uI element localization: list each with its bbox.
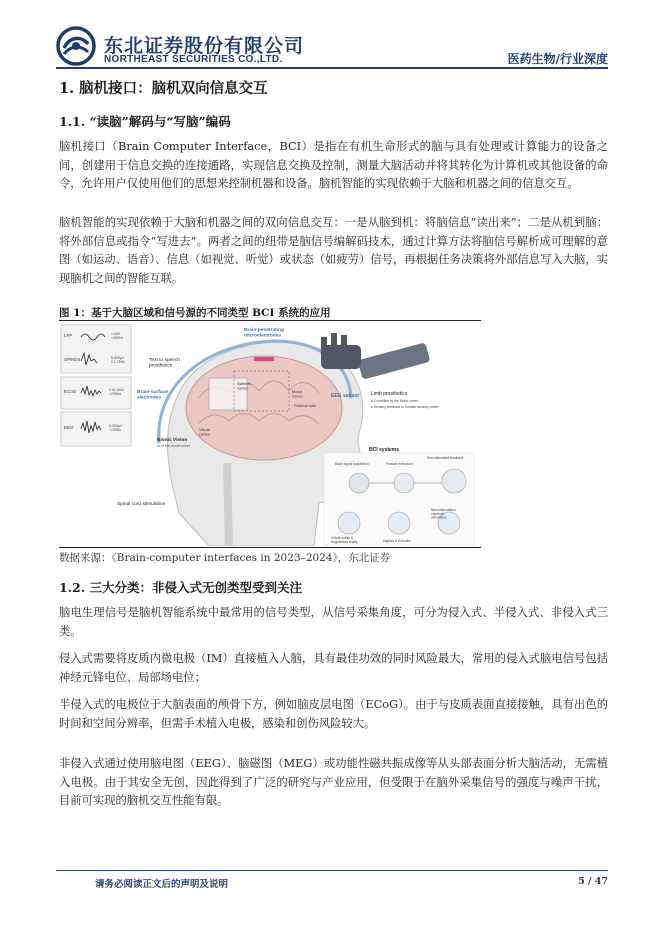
figure-bottom-rule bbox=[59, 547, 481, 548]
label-limb: Limb prosthetics bbox=[371, 391, 408, 397]
label-lfp: LFP bbox=[64, 333, 73, 338]
label-non-stim: Non-stimulated feedback bbox=[427, 456, 464, 460]
figure-source: 数据来源：《Brain-computer interfaces in 2023–2024》，东北证券 bbox=[59, 552, 391, 564]
microelectrode-array bbox=[254, 357, 274, 361]
label-haptic: Haptics & Robotics bbox=[383, 539, 411, 543]
label-limb-1: ● Controlled by the Motor cortex bbox=[371, 399, 419, 403]
label-spinal: Spinal cord stimulation bbox=[117, 502, 166, 507]
label-spikes-spec: 5-500μV 0.1-7kHz bbox=[111, 356, 126, 365]
paragraph: 侵入式需要将皮质内微电极（IM）直接植入人脑，具有最佳功效的同时风险最大，常用的侵入式脑电信号包括神经元锋电位、局部场电位； bbox=[59, 652, 608, 684]
label-neuro-stim: Neurostimulation electrode stimulation bbox=[431, 508, 456, 520]
label-ecog-spec: 0.01-5mV <200Hz bbox=[109, 388, 125, 397]
label-bionic-vision: Bionic Vision bbox=[157, 438, 188, 443]
label-limb-2: ● Sensory feedback to Somato sensory cortex bbox=[371, 405, 439, 409]
bci-applications-figure bbox=[59, 323, 481, 546]
subsection-heading-1-2: 1.2. 三大分类：非侵入式无创类型受到关注 bbox=[59, 580, 302, 595]
document-category: 医药生物/行业深度 bbox=[507, 52, 608, 66]
paragraph: 脑机智能的实现依赖于大脑和机器之间的双向信息交互：一是从脑到机：将脑信息“读出来”；二是从机到脑：将外部信息或指令“写进去”。两者之间的纽带是脑信号编解码技术，通过计算方法将脑信号解析成可理解的意图（如运动、语音）、信息（如视觉、听觉）或状态（如疲劳）信号，再根据任务决策将外部信息写入大脑，实现脑机之间的智能互联。 bbox=[59, 216, 608, 285]
label-ecog: ECoG bbox=[64, 389, 77, 394]
header-divider bbox=[56, 67, 608, 69]
label-virtual: Virtual reality & Augmented reality bbox=[331, 536, 358, 544]
paragraph: 脑电生理信号是脑机智能系统中最常用的信号类型，从信号采集角度，可分为侵入式、半侵入式、非侵入式三类。 bbox=[59, 606, 608, 638]
footer-disclaimer: 请务必阅读正文后的声明及说明 bbox=[95, 879, 229, 890]
label-text-to-speech: Text to speech prosthetics bbox=[149, 358, 180, 369]
label-brain-surface: Brain-surface electrodes bbox=[137, 390, 168, 401]
page-number: 5 / 47 bbox=[578, 876, 608, 887]
brand-name-cn: 东北证券股份有限公司 bbox=[104, 35, 305, 57]
footer-divider bbox=[56, 870, 608, 871]
label-lfp-spec: <1mV <200Hz bbox=[111, 332, 124, 341]
label-eeg-sensor: EEG sensor bbox=[331, 393, 360, 399]
section-heading: 1. 脑机接口：脑机双向信息交互 bbox=[59, 80, 268, 97]
label-bci-systems: BCI systems bbox=[369, 447, 400, 453]
label-bionic-sub: III of the visual cortex bbox=[157, 444, 191, 448]
label-eeg-spec: 0-300μV <100Hz bbox=[109, 424, 123, 433]
subsection-heading-1-1: 1.1. “读脑”解码与“写脑”编码 bbox=[59, 114, 231, 129]
label-speech-cortex: Speech cortex bbox=[237, 381, 251, 391]
brand-name-en: NORTHEAST SECURITIES CO.,LTD. bbox=[104, 54, 283, 65]
label-spikes: SPIKES bbox=[64, 357, 81, 362]
label-parietal: Parietal lobe bbox=[294, 403, 317, 408]
figure-top-rule bbox=[59, 320, 481, 321]
label-eeg: EEG bbox=[64, 425, 74, 430]
spinal-cord bbox=[227, 463, 229, 546]
company-logo bbox=[56, 26, 96, 66]
label-brain-penetrating: Brain-penetrating microelectrodes bbox=[244, 328, 284, 339]
paragraph: 半侵入式的电极位于大脑表面的颅骨下方，例如脑皮层电图（ECoG）。由于与皮质表面直接接触，具有出色的时间和空间分辨率，但需手术植入电极，感染和创伤风险较大。 bbox=[59, 698, 608, 730]
label-feature-ext: Feature extraction bbox=[386, 462, 413, 466]
paragraph: 脑机接口（Brain Computer Interface，BCI）是指在有机生命形式的脑与具有处理或计算能力的设备之间，创建用于信息交换的连接通路，实现信息交换及控制，测量大脑活动并将其转化为计算机或其他设备的命令，允许用户仅使用他们的思想来控制机器和设备。脑机智能的实现依赖于大脑和机器之间的信息交互。 bbox=[59, 140, 608, 190]
paragraph: 非侵入式通过使用脑电图（EEG）、脑磁图（MEG）或功能性磁共振成像等从头部表面分析大脑活动，无需植入电极。由于其安全无创，因此得到了广泛的研究与产业应用，但受限于在脑外采集信号的强度与噪声干扰，目前可实现的脑机交互性能有限。 bbox=[59, 757, 608, 807]
label-motor-cortex: Motor cortex bbox=[292, 389, 303, 399]
figure-title: 图 1：基于大脑区域和信号源的不同类型 BCI 系统的应用 bbox=[59, 307, 331, 319]
label-visual-cortex: Visual cortex bbox=[199, 427, 210, 437]
label-brain-acq: Brain signal acquisition bbox=[335, 462, 369, 466]
